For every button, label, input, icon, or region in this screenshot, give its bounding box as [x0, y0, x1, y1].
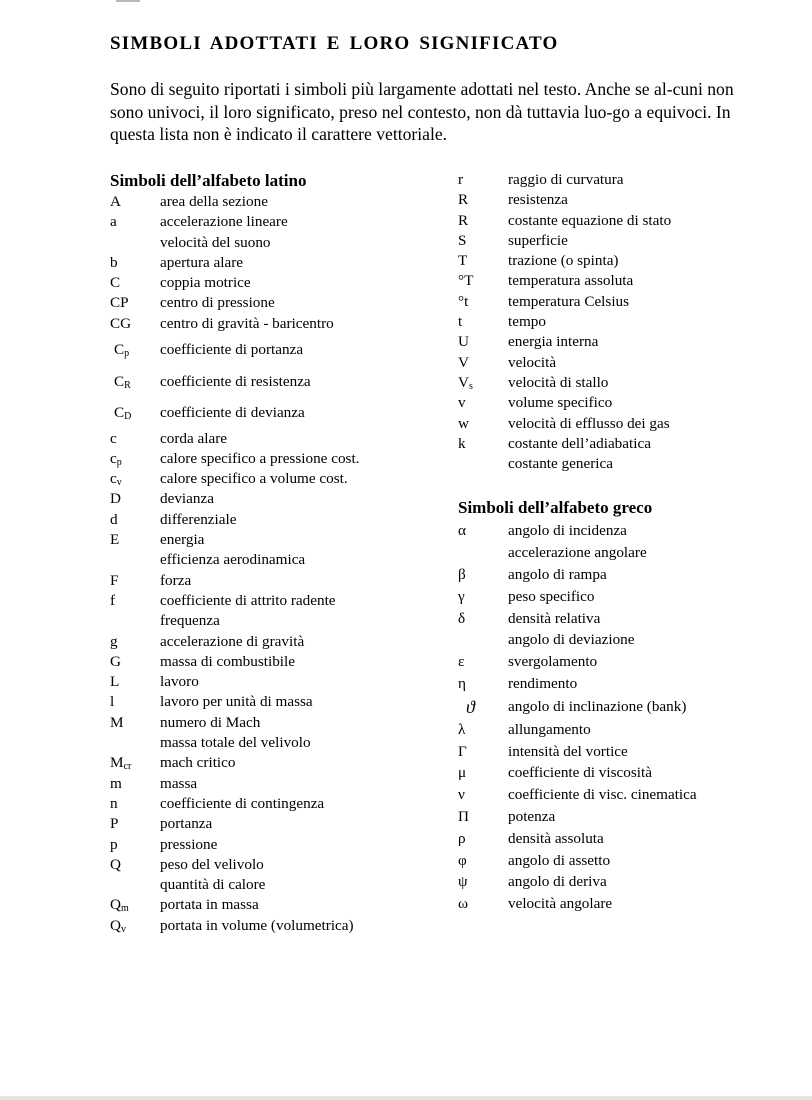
- symbol-letter: E: [110, 531, 120, 549]
- symbol-letter: F: [110, 571, 119, 589]
- symbol-letter: p: [110, 835, 118, 853]
- symbol-subscript: p: [116, 456, 122, 468]
- symbol: [458, 806, 508, 828]
- symbol-description: portata in volume (volumetrica): [160, 916, 354, 934]
- symbol-letter: °t: [458, 292, 469, 310]
- symbol-letter: CG: [110, 314, 132, 332]
- symbol-description: mach critico: [160, 754, 236, 772]
- symbol-letter: V: [458, 373, 469, 391]
- symbol-row: [110, 835, 440, 855]
- symbol: [110, 429, 160, 449]
- symbol: [110, 571, 160, 591]
- symbol: [110, 550, 160, 570]
- symbol-description: efficienza aerodinamica: [160, 551, 306, 569]
- symbol-letter: M: [110, 713, 124, 731]
- symbol-row: [110, 293, 440, 313]
- symbol-description: lavoro per unità di massa: [160, 693, 313, 711]
- symbol: [110, 895, 160, 915]
- symbol: [458, 211, 508, 231]
- symbol-letter: ω: [458, 895, 468, 913]
- symbol-letter: g: [110, 632, 118, 650]
- symbol-letter: R: [458, 191, 469, 209]
- symbol-description: velocità: [508, 353, 557, 371]
- symbol-description: corda alare: [160, 429, 228, 447]
- symbol-letter: ϑ: [466, 696, 475, 717]
- symbol-letter: k: [458, 434, 466, 452]
- symbol-description: peso del velivolo: [160, 855, 264, 873]
- symbol: [110, 672, 160, 692]
- symbol-row: [110, 192, 440, 212]
- symbol-description: energia interna: [508, 333, 599, 351]
- symbol-description: portata in massa: [160, 896, 259, 914]
- symbol: [110, 314, 160, 334]
- symbol: [458, 373, 508, 393]
- symbol-letter: γ: [458, 587, 465, 605]
- symbol-row: [110, 794, 440, 814]
- symbol: [458, 871, 508, 893]
- symbol-description: coefficiente di visc. cinematica: [508, 786, 697, 804]
- symbol: [458, 586, 508, 608]
- symbol-row: [110, 692, 440, 712]
- symbol-letter: Q: [110, 896, 121, 914]
- symbol-description: velocità del suono: [160, 233, 271, 251]
- symbol-subscript: p: [124, 348, 130, 360]
- symbol: [458, 520, 508, 542]
- symbol: [458, 454, 508, 474]
- symbol-row: [110, 314, 440, 334]
- symbol: [458, 828, 508, 850]
- symbol-row: [458, 651, 788, 673]
- symbol-description: accelerazione di gravità: [160, 632, 305, 650]
- intro-paragraph: Sono di seguito riportati i simboli più largamente adottati nel testo. Anche se al-cuni non sono univoci, il loro significato, preso nel contesto, non dà tuttavia luo-go a equivoci. In questa lista non è indicato il carattere vettoriale.: [110, 79, 734, 144]
- symbol-description: calore specifico a pressione cost.: [160, 449, 360, 467]
- symbol-letter: r: [458, 171, 464, 188]
- symbol-letter: δ: [458, 609, 466, 627]
- symbol: [110, 449, 160, 469]
- symbol-row: [110, 611, 440, 631]
- symbol-letter: S: [458, 231, 467, 249]
- symbol-row: [110, 449, 440, 469]
- symbol-row: [110, 550, 440, 570]
- symbol-letter: c: [110, 470, 117, 488]
- symbol-letter: Q: [110, 855, 121, 873]
- symbol-row: [458, 251, 788, 271]
- symbol-row: [458, 231, 788, 251]
- symbol-row: [458, 312, 788, 332]
- symbol: [110, 397, 160, 429]
- latin-symbols-column: [110, 170, 440, 936]
- symbol-description: velocità di stallo: [508, 373, 609, 391]
- symbol: [110, 774, 160, 794]
- symbol-subscript: s: [468, 380, 473, 392]
- symbol-row: [110, 652, 440, 672]
- symbol-row: [458, 170, 788, 190]
- symbol-letter: A: [110, 193, 121, 210]
- symbol: [110, 469, 160, 489]
- symbol: [110, 611, 160, 631]
- symbol-description: quantità di calore: [160, 876, 266, 894]
- symbol-letter: d: [110, 510, 118, 528]
- symbol: [458, 434, 508, 454]
- symbol-description: peso specifico: [508, 587, 595, 605]
- symbol-row: [458, 741, 788, 763]
- symbol-row: [110, 814, 440, 834]
- symbol-letter: λ: [458, 720, 466, 738]
- symbol-description: trazione (o spinta): [508, 252, 619, 270]
- symbol-description: angolo di incidenza: [508, 522, 627, 540]
- symbol-row: [458, 608, 788, 630]
- symbol: [110, 632, 160, 652]
- symbol-row: [458, 373, 788, 393]
- symbol: [110, 814, 160, 834]
- symbol-description: costante equazione di stato: [508, 211, 672, 229]
- symbol: [110, 233, 160, 253]
- symbol-row: [110, 334, 440, 366]
- page-top-mark: [116, 0, 140, 2]
- symbol-letter: a: [110, 213, 117, 231]
- symbol-description: tempo: [508, 313, 546, 331]
- symbol-subscript: D: [124, 411, 132, 423]
- latin-symbol-list: [110, 192, 440, 936]
- symbol-letter: ρ: [458, 829, 466, 847]
- symbol-letter: μ: [458, 764, 467, 782]
- symbol-letter: α: [458, 522, 466, 540]
- symbol-letter: R: [458, 211, 469, 229]
- symbol-row: [458, 434, 788, 454]
- symbol-description: allungamento: [508, 720, 591, 738]
- symbol-letter: T: [458, 252, 468, 270]
- symbol-description: costante dell’adiabatica: [508, 434, 651, 452]
- symbol: [110, 855, 160, 875]
- symbol-letter: b: [110, 253, 118, 271]
- right-column: [458, 170, 788, 915]
- symbol-row: [110, 875, 440, 895]
- symbol-letter: V: [458, 353, 469, 371]
- symbol-row: [110, 397, 440, 429]
- symbol-description: svergolamento: [508, 653, 598, 671]
- symbol-row: [110, 571, 440, 591]
- symbol: [458, 414, 508, 434]
- symbol-row: [458, 784, 788, 806]
- symbol: [110, 591, 160, 611]
- symbol-description: massa: [160, 774, 198, 792]
- symbol-letter: w: [458, 414, 469, 432]
- symbol-row: [110, 753, 440, 773]
- symbol: [458, 695, 508, 719]
- symbol-description: angolo di inclinazione (bank): [508, 697, 687, 715]
- symbol-row: [458, 190, 788, 210]
- symbol-row: [458, 850, 788, 872]
- symbol-letter: β: [458, 566, 466, 584]
- symbol: [458, 353, 508, 373]
- symbol: [110, 253, 160, 273]
- symbol-description: pressione: [160, 835, 218, 853]
- symbol-subscript: v: [116, 477, 122, 489]
- symbol-row: [110, 469, 440, 489]
- symbol-description: coefficiente di contingenza: [160, 794, 325, 812]
- symbol-description: portanza: [160, 815, 213, 833]
- page-bottom-rule: [0, 1096, 812, 1100]
- symbol: [110, 753, 160, 773]
- symbol: [110, 273, 160, 293]
- symbol-description: massa totale del velivolo: [160, 734, 311, 752]
- latin-symbol-list-continued: [458, 170, 788, 474]
- symbol-row: [458, 414, 788, 434]
- symbol-row: [110, 591, 440, 611]
- symbol-row: [110, 530, 440, 550]
- symbol-row: [110, 916, 440, 936]
- symbol: [110, 916, 160, 936]
- symbol-row: [458, 332, 788, 352]
- symbol-description: lavoro: [160, 673, 199, 691]
- symbol-description: coefficiente di devianza: [160, 404, 305, 422]
- symbol-letter: ε: [458, 653, 465, 671]
- page-title: SIMBOLI ADOTTATI E LORO SIGNIFICATO: [110, 33, 559, 54]
- symbol-letter: ψ: [458, 873, 468, 891]
- symbol-description: coefficiente di attrito radente: [160, 591, 336, 609]
- symbol-letter: °T: [458, 272, 474, 290]
- symbol-letter: l: [110, 693, 115, 711]
- symbol-row: [458, 871, 788, 893]
- symbol-description: calore specifico a volume cost.: [160, 470, 348, 488]
- symbol-letter: c: [110, 429, 117, 447]
- symbol-description: densità assoluta: [508, 829, 604, 847]
- symbol-letter: Π: [458, 808, 469, 826]
- symbol-description: numero di Mach: [160, 713, 261, 731]
- symbol-description: differenziale: [160, 510, 237, 528]
- symbol: [458, 292, 508, 312]
- symbol-row: [110, 489, 440, 509]
- symbol-row: [110, 713, 440, 733]
- symbol: [110, 794, 160, 814]
- symbol-row: [458, 695, 788, 719]
- symbol-description: frequenza: [160, 612, 220, 630]
- symbol-letter: C: [110, 274, 121, 292]
- symbol-letter: CP: [110, 294, 129, 312]
- symbol-letter: C: [114, 404, 125, 422]
- symbol-row: [458, 271, 788, 291]
- symbol-description: centro di gravità - baricentro: [160, 314, 334, 332]
- symbol-letter: φ: [458, 851, 467, 869]
- symbol-description: coefficiente di portanza: [160, 341, 304, 359]
- symbol-letter: f: [110, 591, 116, 609]
- symbol-letter: Q: [110, 916, 121, 934]
- symbol-row: [458, 393, 788, 413]
- symbol-description: accelerazione lineare: [160, 213, 288, 231]
- symbol-letter: P: [110, 815, 119, 833]
- symbol: [458, 651, 508, 673]
- symbol-description: devianza: [160, 490, 214, 508]
- symbol: [110, 652, 160, 672]
- symbol-row: [110, 429, 440, 449]
- symbol: [458, 741, 508, 763]
- symbol: [458, 762, 508, 784]
- symbol-letter: m: [110, 774, 122, 792]
- symbol: [458, 850, 508, 872]
- symbol-row: [458, 520, 788, 542]
- symbol-row: [458, 629, 788, 651]
- symbol-row: [110, 366, 440, 398]
- symbol: [110, 366, 160, 398]
- symbol-description: massa di combustibile: [160, 652, 295, 670]
- symbol-description: area della sezione: [160, 193, 268, 210]
- symbol-row: [110, 212, 440, 232]
- symbol-letter: c: [110, 449, 117, 467]
- symbol: [458, 608, 508, 630]
- symbol: [458, 170, 508, 190]
- symbol-row: [458, 211, 788, 231]
- symbol-row: [110, 632, 440, 652]
- symbol-letter: ν: [458, 786, 465, 804]
- symbol: [458, 231, 508, 251]
- symbol: [110, 212, 160, 232]
- symbol-description: coefficiente di resistenza: [160, 372, 311, 390]
- symbol: [458, 312, 508, 332]
- symbol-letter: Γ: [458, 742, 467, 760]
- symbol-description: angolo di rampa: [508, 566, 607, 584]
- symbol: [458, 893, 508, 915]
- symbol-row: [110, 253, 440, 273]
- symbol: [110, 733, 160, 753]
- symbol-row: [110, 895, 440, 915]
- symbol-row: [110, 855, 440, 875]
- symbol-description: intensità del vortice: [508, 742, 628, 760]
- symbol-description: volume specifico: [508, 394, 613, 412]
- symbol: [110, 293, 160, 313]
- symbol-row: [110, 774, 440, 794]
- symbol-description: rendimento: [508, 675, 578, 693]
- symbol-description: potenza: [508, 808, 556, 826]
- symbol: [458, 271, 508, 291]
- symbol-row: [110, 233, 440, 253]
- symbol-row: [110, 672, 440, 692]
- symbol-description: coppia motrice: [160, 274, 251, 292]
- symbol: [458, 393, 508, 413]
- symbol-row: [458, 828, 788, 850]
- symbol-row: [110, 733, 440, 753]
- symbol: [458, 190, 508, 210]
- symbol-description: apertura alare: [160, 253, 244, 271]
- symbol-letter: U: [458, 333, 469, 351]
- symbol-row: [110, 510, 440, 530]
- symbol: [110, 334, 160, 366]
- symbol-description: velocità di efflusso dei gas: [508, 414, 670, 432]
- symbol-letter: η: [458, 675, 466, 693]
- symbol-letter: M: [110, 754, 124, 772]
- symbol-description: velocità angolare: [508, 895, 613, 913]
- symbol: [110, 530, 160, 550]
- symbol-description: resistenza: [508, 191, 568, 209]
- symbol-description: raggio di curvatura: [508, 171, 624, 188]
- symbol-letter: t: [458, 313, 463, 331]
- symbol-row: [458, 719, 788, 741]
- symbol-subscript: cr: [123, 761, 132, 773]
- symbol-subscript: v: [120, 923, 126, 935]
- symbol-description: energia: [160, 531, 205, 549]
- symbol-description: centro di pressione: [160, 294, 275, 312]
- symbol-row: [458, 762, 788, 784]
- symbol-description: forza: [160, 571, 192, 589]
- symbol: [458, 719, 508, 741]
- symbol-subscript: R: [124, 379, 131, 391]
- symbol-row: [458, 673, 788, 695]
- symbol: [110, 835, 160, 855]
- symbol: [110, 489, 160, 509]
- symbol-description: temperatura assoluta: [508, 272, 634, 290]
- latin-section-title: Simboli dell’alfabeto latino: [110, 171, 307, 190]
- symbol-description: densità relativa: [508, 609, 601, 627]
- symbol-row: [110, 273, 440, 293]
- symbol-letter: D: [110, 490, 121, 508]
- symbol: [458, 542, 508, 564]
- symbol: [458, 673, 508, 695]
- symbol-description: temperatura Celsius: [508, 292, 630, 310]
- symbol: [458, 332, 508, 352]
- symbol: [458, 784, 508, 806]
- symbol-row: [458, 292, 788, 312]
- symbol: [110, 510, 160, 530]
- symbol-description: angolo di deriva: [508, 873, 607, 891]
- symbol-subscript: m: [120, 903, 129, 915]
- symbol: [110, 692, 160, 712]
- symbol: [458, 564, 508, 586]
- symbol: [458, 629, 508, 651]
- symbol: [110, 875, 160, 895]
- symbol-row: [458, 586, 788, 608]
- symbol-letter: C: [114, 341, 125, 359]
- symbol-row: [458, 353, 788, 373]
- symbol: [110, 192, 160, 212]
- greek-symbol-list: [458, 520, 788, 915]
- symbol-description: coefficiente di viscosità: [508, 764, 652, 782]
- greek-section-title: Simboli dell’alfabeto greco: [458, 498, 653, 518]
- symbol-letter: n: [110, 794, 118, 812]
- symbol-description: accelerazione angolare: [508, 544, 647, 562]
- symbol-row: [458, 542, 788, 564]
- symbol-letter: v: [458, 394, 466, 412]
- symbol-description: angolo di deviazione: [508, 631, 635, 649]
- symbol-row: [458, 454, 788, 474]
- symbol-description: superficie: [508, 231, 568, 249]
- symbol-description: angolo di assetto: [508, 851, 611, 869]
- symbol-row: [458, 893, 788, 915]
- symbol-row: [458, 806, 788, 828]
- symbol-letter: C: [114, 372, 125, 390]
- symbol: [458, 251, 508, 271]
- symbol-letter: L: [110, 673, 120, 691]
- symbol: [110, 713, 160, 733]
- symbol-letter: G: [110, 652, 121, 670]
- symbol-row: [458, 564, 788, 586]
- symbol-description: costante generica: [508, 455, 613, 473]
